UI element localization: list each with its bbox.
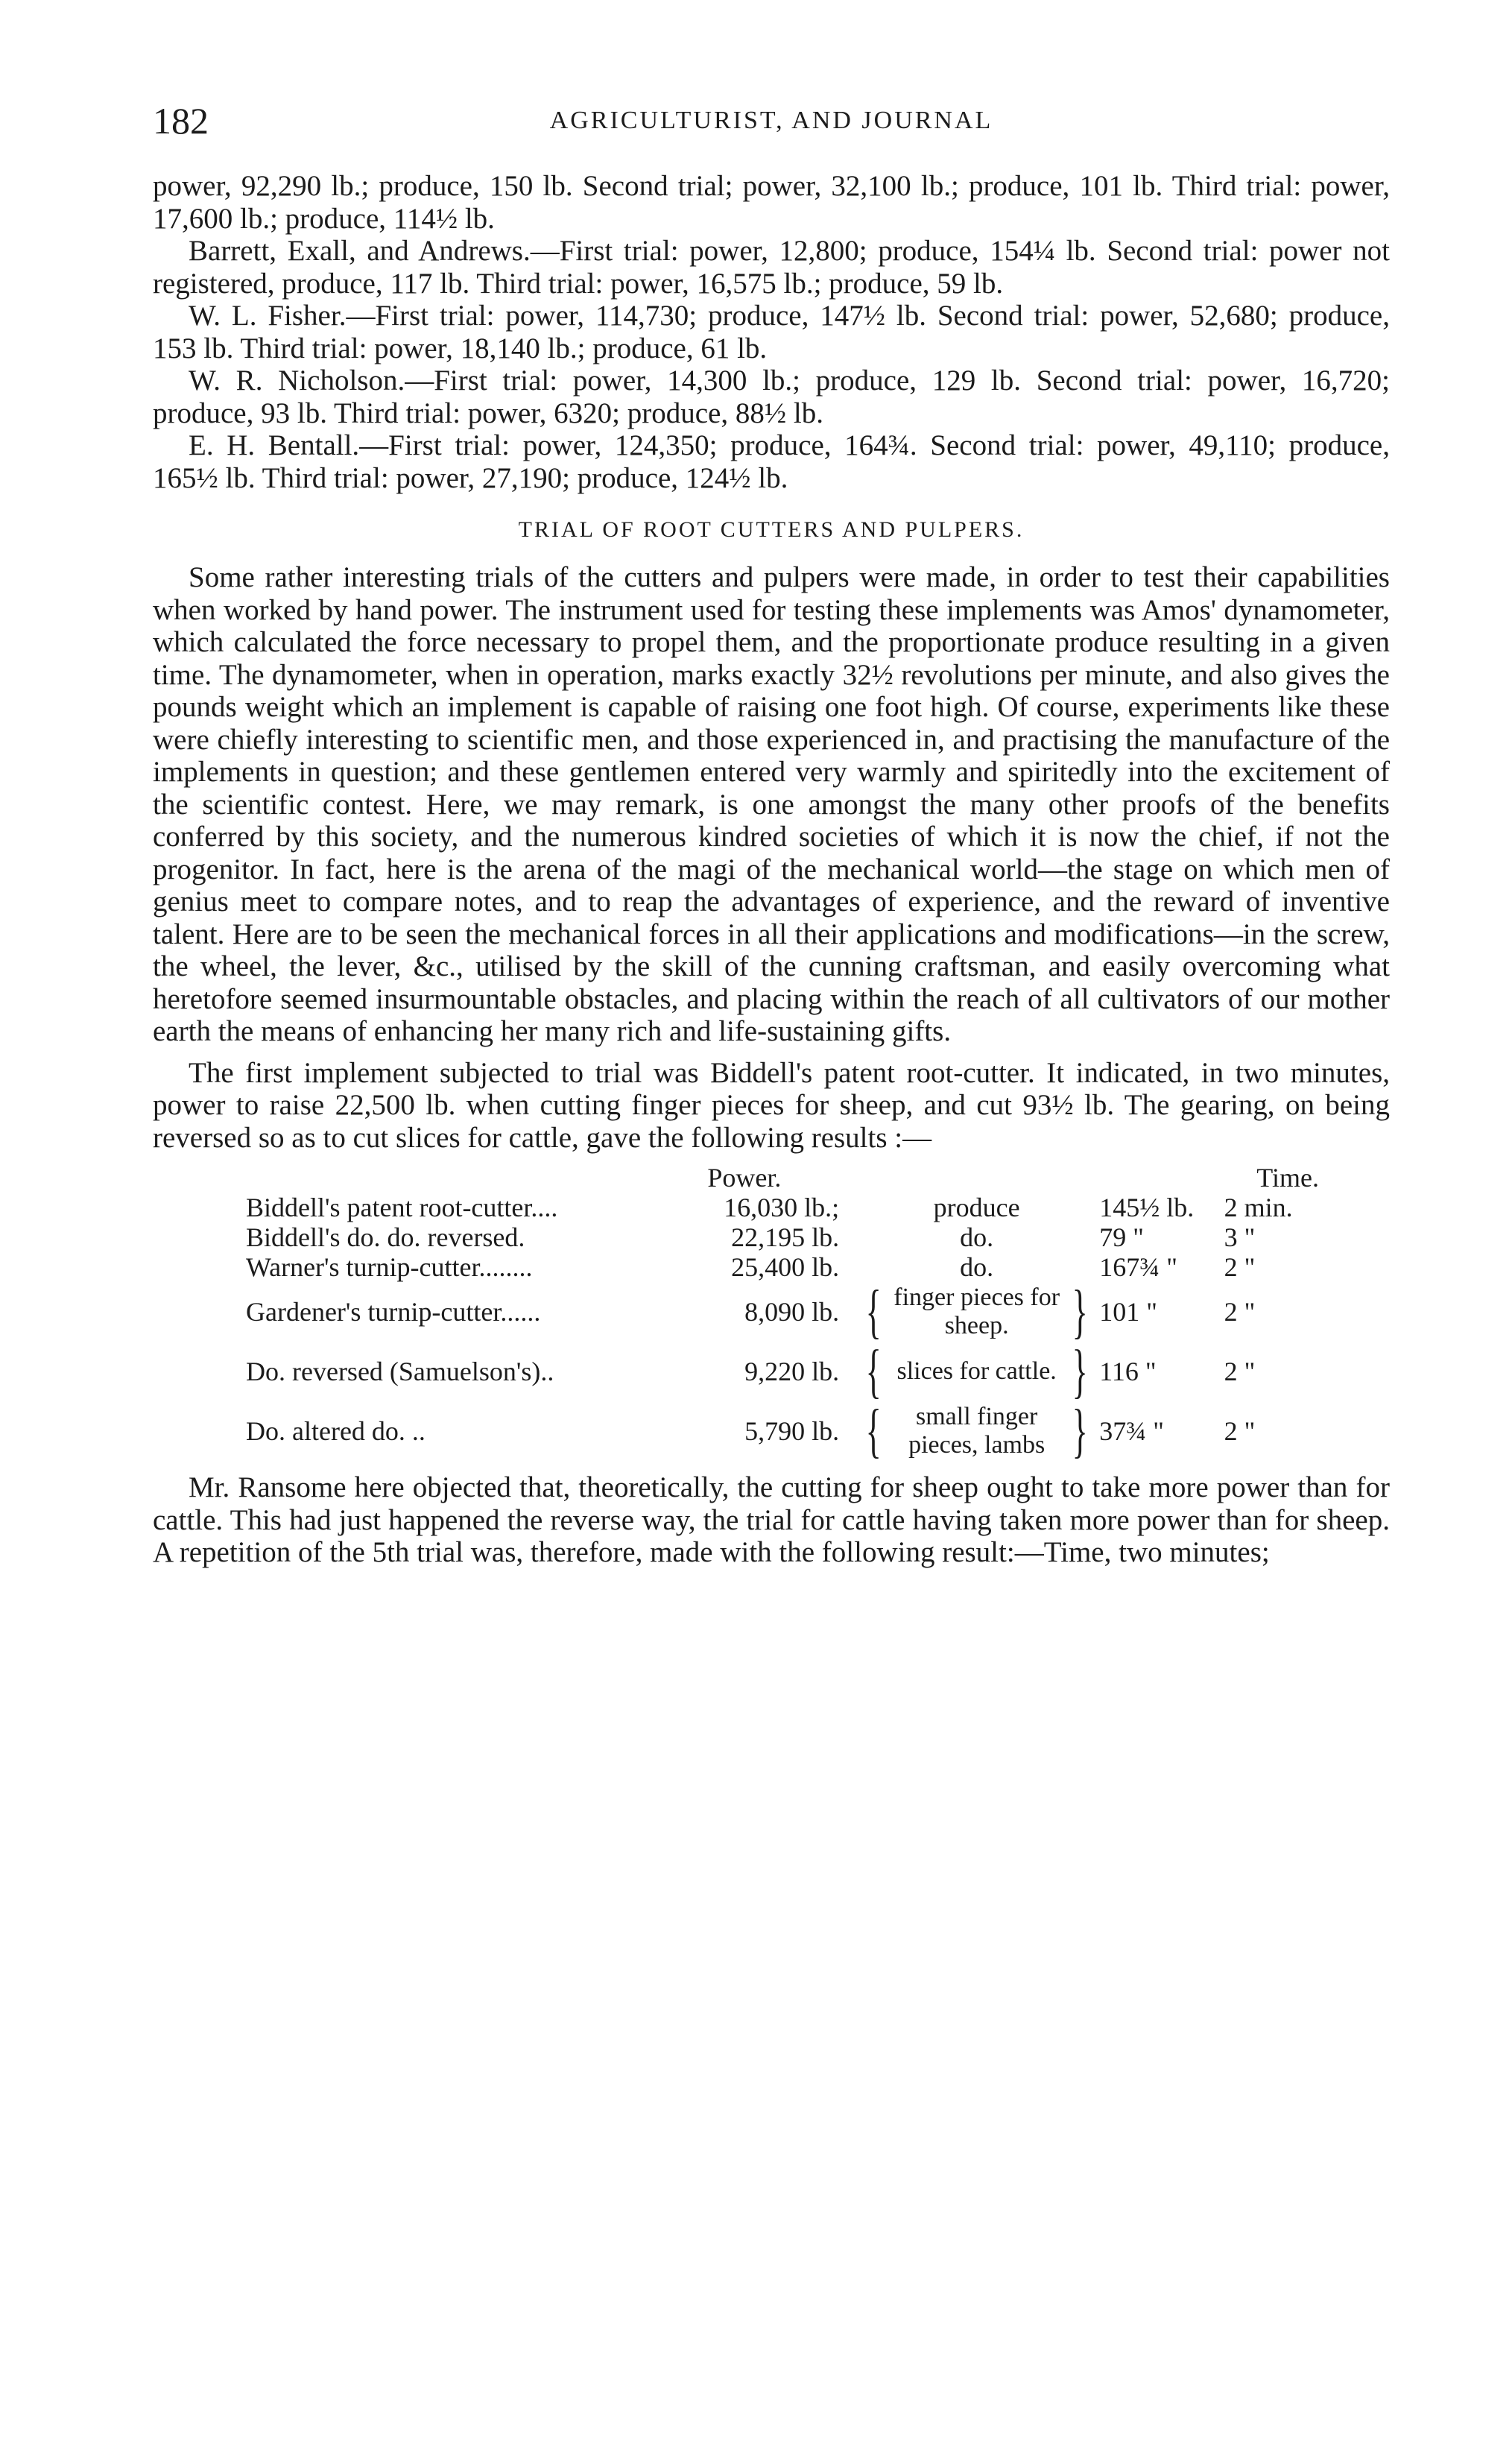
body-paragraph: The first implement subjected to trial was Biddell's patent root-cutter. It indicated, in two minutes, power to raise 22,500 lb. when cutting finger pieces for sheep, and cut 93½ lb. The gearing, on being reversed so as to cut slices for cattle, gave the following results :— (153, 1056, 1390, 1154)
power-value: 22,195 lb. (731, 1222, 840, 1252)
produce-label: do. (960, 1222, 994, 1252)
braced-produce (859, 1279, 1094, 1345)
time-value: 2 min. (1224, 1193, 1293, 1222)
right-brace: } (1072, 1398, 1088, 1464)
time-value: 2 " (1224, 1297, 1256, 1327)
produce-quantity: 37¾ " (1099, 1416, 1164, 1446)
header-time: Time. (1256, 1163, 1319, 1193)
header-power: Power. (707, 1163, 782, 1193)
produce-cell (854, 1279, 1099, 1345)
produce-quantity: 116 " (1099, 1357, 1157, 1386)
table-header-row (246, 1163, 1326, 1193)
right-brace: } (1072, 1339, 1088, 1404)
table-row (246, 1252, 1326, 1282)
time-value: 2 " (1224, 1357, 1256, 1386)
produce-label: slices for cattle. (896, 1357, 1057, 1385)
produce-quantity: 101 " (1099, 1297, 1157, 1327)
produce-quantity: 145½ lb. (1099, 1193, 1195, 1222)
produce-quantity: 167¾ " (1099, 1252, 1177, 1282)
time-value: 3 " (1224, 1222, 1256, 1252)
produce-cell (854, 1398, 1099, 1464)
table-row (246, 1222, 1326, 1252)
intro-paragraph: power, 92,290 lb.; produce, 150 lb. Second trial; power, 32,100 lb.; produce, 101 lb. Third trial: power, 17,600 lb.; produce, 114½ lb. (153, 170, 1390, 235)
table-row (246, 1282, 1326, 1342)
produce-label: do. (960, 1252, 994, 1282)
intro-paragraph: W. R. Nicholson.—First trial: power, 14,300 lb.; produce, 129 lb. Second trial: power, 16,720; produce, 93 lb. Third trial: power, 6320; produce, 88½ lb. (153, 364, 1390, 429)
produce-cell (854, 1339, 1099, 1404)
body-paragraph: Some rather interesting trials of the cutters and pulpers were made, in order to test their capabilities when worked by hand power. The instrument used for testing these implements was Amos' dynamometer, which calculated the force necessary to propel them, and the proportionate produce resulting in a given time. The dynamometer, when in operation, marks exactly 32½ revolutions per minute, and also gives the pounds weight which an implement is capable of raising one foot high. Of course, experiments like these were chiefly interesting to scientific men, and those experienced in, and practising the manufacture of the implements in question; and these gentlemen entered very warmly and spiritedly into the excitement of the scientific contest. Here, we may remark, is one amongst the many other proofs of the benefits conferred by this society, and the numerous kindred societies of which it is now the chief, if not the progenitor. In fact, here is the arena of the magi of the mechanical world—the stage on which men of genius meet to compare notes, and to reap the advantages of experience, and the reward of inventive talent. Here are to be seen the mechanical forces in all their applications and modifications—in the screw, the wheel, the lever, &c., utilised by the skill of the cunning craftsman, and easily overcoming what heretofore seemed insurmountable obstacles, and placing within the reach of all cultivators of our mother earth the means of enhancing her many rich and life-sustaining gifts. (153, 561, 1390, 1047)
implement-name: Warner's turnip-cutter........ (246, 1252, 533, 1282)
power-value: 9,220 lb. (744, 1357, 840, 1386)
braced-produce (859, 1339, 1094, 1404)
intro-paragraph: E. H. Bentall.—First trial: power, 124,350; produce, 164¾. Second trial: power, 49,110; produce, 165½ lb. Third trial: power, 27,190; produce, 124½ lb. (153, 429, 1390, 494)
page-header (153, 97, 1390, 145)
intro-paragraph: W. L. Fisher.—First trial: power, 114,730; produce, 147½ lb. Second trial: power, 52,680; produce, 153 lb. Third trial: power, 18,140 lb.; produce, 61 lb. (153, 300, 1390, 364)
produce-label: finger pieces for sheep. (893, 1284, 1060, 1339)
time-value: 2 " (1224, 1252, 1256, 1282)
braced-produce (859, 1398, 1094, 1464)
trial-results-table (246, 1163, 1326, 1464)
produce-label: produce (933, 1193, 1020, 1222)
time-value: 2 " (1224, 1416, 1256, 1446)
power-value: 25,400 lb. (731, 1252, 840, 1282)
page-number: 182 (153, 100, 209, 142)
implement-name: Do. altered do. .. (246, 1416, 426, 1446)
power-value: 8,090 lb. (744, 1297, 840, 1327)
table-row (246, 1401, 1326, 1461)
produce-label: small finger pieces, lambs (908, 1403, 1046, 1459)
implement-name: Gardener's turnip-cutter...... (246, 1297, 541, 1327)
right-brace: } (1072, 1279, 1088, 1345)
power-value: 16,030 lb.; (724, 1193, 840, 1222)
closing-paragraph: Mr. Ransome here objected that, theoretically, the cutting for sheep ought to take more power than for cattle. This had just happened the reverse way, the trial for cattle having taken more power than for sheep. A repetition of the 5th trial was, therefore, made with the following result:—Time, two minutes; (153, 1471, 1390, 1568)
left-brace: { (865, 1398, 882, 1464)
left-brace: { (865, 1339, 882, 1404)
table-row (246, 1193, 1326, 1222)
produce-quantity: 79 " (1099, 1222, 1144, 1252)
power-value: 5,790 lb. (744, 1416, 840, 1446)
left-brace: { (865, 1279, 882, 1345)
implement-name: Biddell's patent root-cutter.... (246, 1193, 558, 1222)
table-row (246, 1342, 1326, 1401)
implement-name: Do. reversed (Samuelson's).. (246, 1357, 554, 1386)
section-title: TRIAL OF ROOT CUTTERS AND PULPERS. (518, 517, 1025, 542)
book-page (153, 97, 1390, 1569)
implement-name: Biddell's do. do. reversed. (246, 1222, 525, 1252)
running-head: AGRICULTURIST, AND JOURNAL (549, 107, 993, 134)
intro-paragraph: Barrett, Exall, and Andrews.—First trial: power, 12,800; produce, 154¼ lb. Second trial: power not registered, produce, 117 lb. Third trial: power, 16,575 lb.; produce, 59 lb. (153, 235, 1390, 300)
